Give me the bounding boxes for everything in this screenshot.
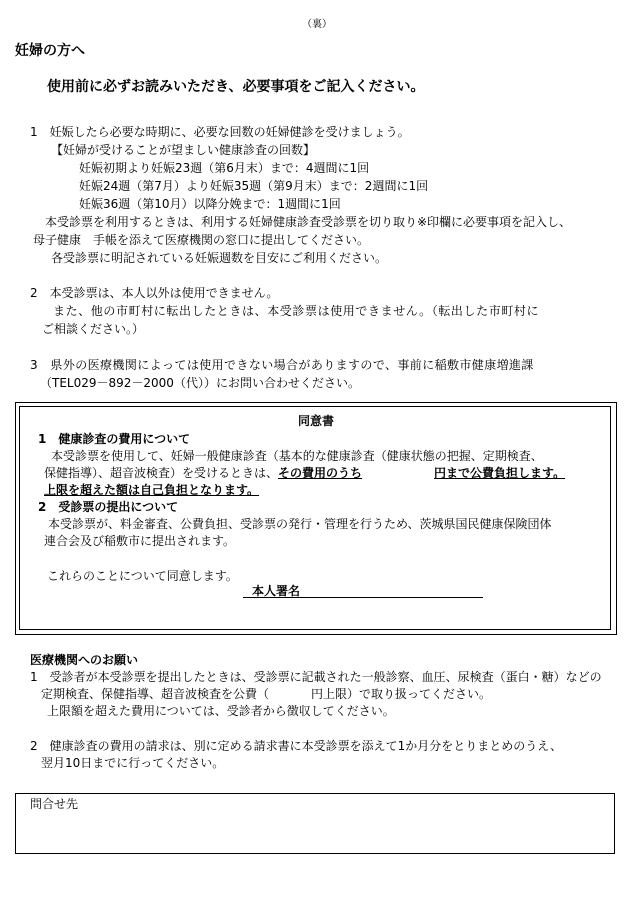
consent-item2-line: 連合会及び稲敷市に提出されます。	[44, 534, 236, 548]
consent-item2-line: 本受診票が、料金審査、公費負担、受診票の発行・管理を行うため、茨城県国民健康保険団体	[48, 517, 552, 531]
medical-item1-line: 定期検査、保健指導、超音波検査を公費（ 円上限）で取り扱ってください。	[41, 687, 492, 701]
page-title: 妊婦の方へ	[15, 43, 85, 59]
schedule-item: 妊娠36週（第10月）以降分娩まで：1週間に1回	[79, 197, 341, 211]
section3-line: （TEL029－892－2000（代））にお問い合わせください。	[40, 376, 360, 390]
section1-body-line: 各受診票に明記されている妊娠週数を目安にご利用ください。	[51, 251, 388, 265]
section1-body-line: 母子健康 手帳を添えて医療機関の窓口に提出してください。	[33, 233, 370, 247]
section1-heading: 1 妊娠したら必要な時期に、必要な回数の妊婦健診を受けましょう。	[30, 125, 410, 139]
medical-heading: 医療機関へのお願い	[30, 653, 139, 667]
page-subtitle: 使用前に必ずお読みいただき、必要事項をご記入ください。	[47, 79, 425, 95]
self-pay-clause: 上限を超えた額は自己負担となります。	[44, 483, 260, 497]
consent-title: 同意書	[298, 414, 335, 428]
consent-item1-line: 本受診票を使用して、妊婦一般健康診査（基本的な健康診査（健康状態の把握、定期検査、	[51, 449, 543, 463]
public-funding-clause: その費用のうち 円まで公費負担します。	[278, 466, 566, 480]
section2-line: また、他の市町村に転出したときは、本受診票は使用できません。（転出した市町村に	[53, 304, 540, 318]
section2-line: ご相談ください。）	[42, 322, 145, 336]
consent-item1-text: 保健指導）、超音波検査）を受けるときは、	[44, 466, 279, 480]
medical-item2-line: 翌月10日までに行ってください。	[41, 756, 225, 770]
medical-item1-line: 上限額を超えた費用については、受診者から徴収してください。	[47, 704, 395, 718]
medical-item2-line: 2 健康診査の費用の請求は、別に定める請求書に本受診票を添えて1か月分をとりまとめのうえ、	[30, 739, 562, 753]
section2-heading: 2 本受診票は、本人以外は使用できません。	[30, 286, 279, 300]
contact-label: 問合せ先	[30, 797, 79, 811]
section1-body-line: 本受診票を利用するときは、利用する妊婦健康診査受診票を切り取り※印欄に必要事項を記入し、	[45, 215, 572, 229]
medical-item1-line: 1 受診者が本受診票を提出したときは、受診票に記載された一般診察、血圧、尿検査（蛋白・糖）などの	[30, 670, 602, 684]
consent-item1-heading: 1 健康診査の費用について	[38, 432, 191, 446]
section3-line: 3 県外の医療機関によっては使用できない場合がありますので、事前に稲敷市健康増進課	[30, 358, 534, 372]
contact-box	[15, 793, 615, 854]
section1-desired-heading: 【妊婦が受けることが望ましい健康診査の回数】	[51, 143, 316, 157]
schedule-item: 妊娠初期より妊娠23週（第6月末）まで：4週間に1回	[79, 161, 370, 175]
consent-item1-line	[44, 465, 565, 481]
page-side-label: （裏）	[302, 19, 332, 30]
signature-label: 本人署名	[252, 584, 301, 598]
consent-agree-text: これらのことについて同意します。	[47, 569, 238, 583]
signature-line[interactable]	[243, 597, 483, 598]
consent-item2-heading: 2 受診票の提出について	[38, 500, 179, 514]
schedule-item: 妊娠24週（第7月）より妊娠35週（第9月末）まで：2週間に1回	[79, 179, 429, 193]
